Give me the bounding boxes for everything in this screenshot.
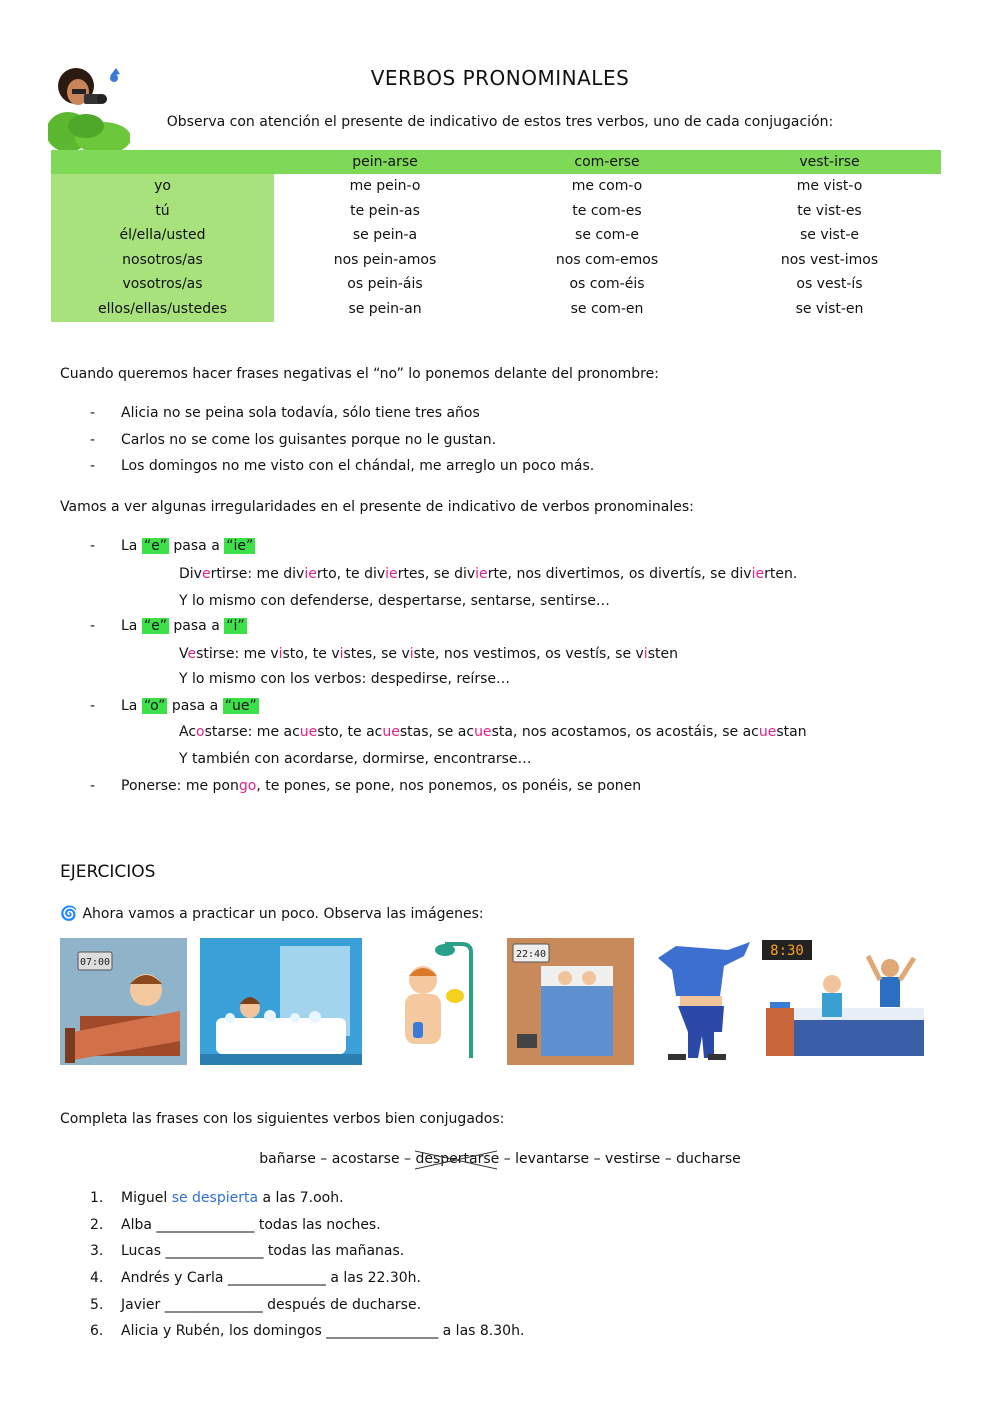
table-cell: tú [155,202,170,219]
exercises-heading: EJERCICIOS [60,862,156,882]
table-cell: nosotros/as [122,251,203,268]
bullet-dash: - [90,405,96,421]
table-cell: se vist-e [800,227,859,244]
vowel-highlight: “e” [143,538,167,554]
svg-text:22:40: 22:40 [515,949,547,960]
table-cell: se com-en [570,301,644,317]
spiral-icon: 🌀 [60,906,78,922]
svg-text:8:30: 8:30 [770,943,804,959]
negatives-intro: Cuando queremos hacer frases negativas el “no” lo ponemos delante del pronombre: [60,366,659,382]
table-cell: se vist-en [795,301,864,317]
image-bath [200,938,362,1065]
table-cell: te pein-as [350,202,420,219]
page-subtitle: Observa con atención el presente de indicativo de estos tres verbos, uno de cada conjugación: [166,114,834,130]
col-header-pein-arse: pein-arse [352,154,418,170]
bullet-dash: - [90,458,96,474]
table-cell: os pein-áis [347,276,423,293]
example-divertirse: Divertirse: me divierto, te diviertes, se divierte, nos divertimos, os divertís, se divierten. [179,566,798,582]
svg-text:07:00: 07:00 [79,957,111,968]
also-o-ue: Y también con acordarse, dormirse, encontrarse… [179,751,532,767]
vowel-highlight: “e” [143,618,167,634]
image-waking-up [60,938,187,1065]
answer-text: se despierta [171,1190,259,1206]
bullet-dash: - [90,538,96,554]
table-cell: vosotros/as [122,276,203,293]
col-header-com-erse: com-erse [574,154,640,170]
table-cell: te com-es [572,202,642,219]
image-going-to-bed [507,938,634,1065]
bullet-dash: - [90,778,96,794]
table-cell: él/ella/usted [119,227,206,244]
bullet-dash: - [90,618,96,634]
bullet-dash: - [90,432,96,448]
bullet-dash: - [90,698,96,714]
table-cell: se pein-a [352,227,418,244]
verb-bank: bañarse – acostarse – despertarse – levantarse – vestirse – ducharse [0,1151,1000,1167]
table-cell: nos pein-amos [333,251,437,268]
table-cell: nos com-emos [555,251,659,268]
example-acostarse: Acostarse: me acuesto, te acuestas, se acuesta, nos acostamos, os acostáis, se acuestan [179,724,807,740]
exercise-instruction: Completa las frases con los siguientes verbos bien conjugados: [60,1111,505,1127]
vowel-highlight: “i” [226,618,245,634]
struck-verb: despertarse [415,1151,499,1167]
vowel-highlight: “ie” [226,538,254,554]
cross-out-mark [415,1149,497,1171]
table-cell: os com-éis [569,276,645,293]
image-getting-dressed [650,938,755,1065]
table-cell: se pein-an [348,301,422,317]
table-cell: yo [154,178,171,194]
also-e-ie: Y lo mismo con defenderse, despertarse, sentarse, sentirse… [179,593,610,609]
irregular-intro: Vamos a ver algunas irregularidades en el presente de indicativo de verbos pronominales: [60,499,694,515]
vowel-highlight: “o” [143,698,166,714]
table-cell: me com-o [571,178,643,194]
vowel-highlight: “ue” [224,698,257,714]
example-vestirse: Vestirse: me visto, te vistes, se viste, nos vestimos, os vestís, se visten [179,646,678,662]
table-cell: te vist-es [797,202,862,219]
table-cell: nos vest-imos [780,251,879,268]
exercises-prompt: 🌀 Ahora vamos a practicar un poco. Observa las imágenes: [60,906,484,922]
table-cell: me pein-o [349,178,421,194]
table-cell: os vest-ís [796,276,863,293]
col-header-vest-irse: vest-irse [799,154,860,170]
table-cell: ellos/ellas/ustedes [97,301,227,317]
image-getting-up [760,938,930,1065]
image-shower [375,938,485,1065]
page-title: VERBOS PRONOMINALES [370,66,630,90]
also-e-i: Y lo mismo con los verbos: despedirse, reírse… [179,671,510,687]
table-cell: se com-e [575,227,639,244]
table-cell: me vist-o [796,178,863,194]
